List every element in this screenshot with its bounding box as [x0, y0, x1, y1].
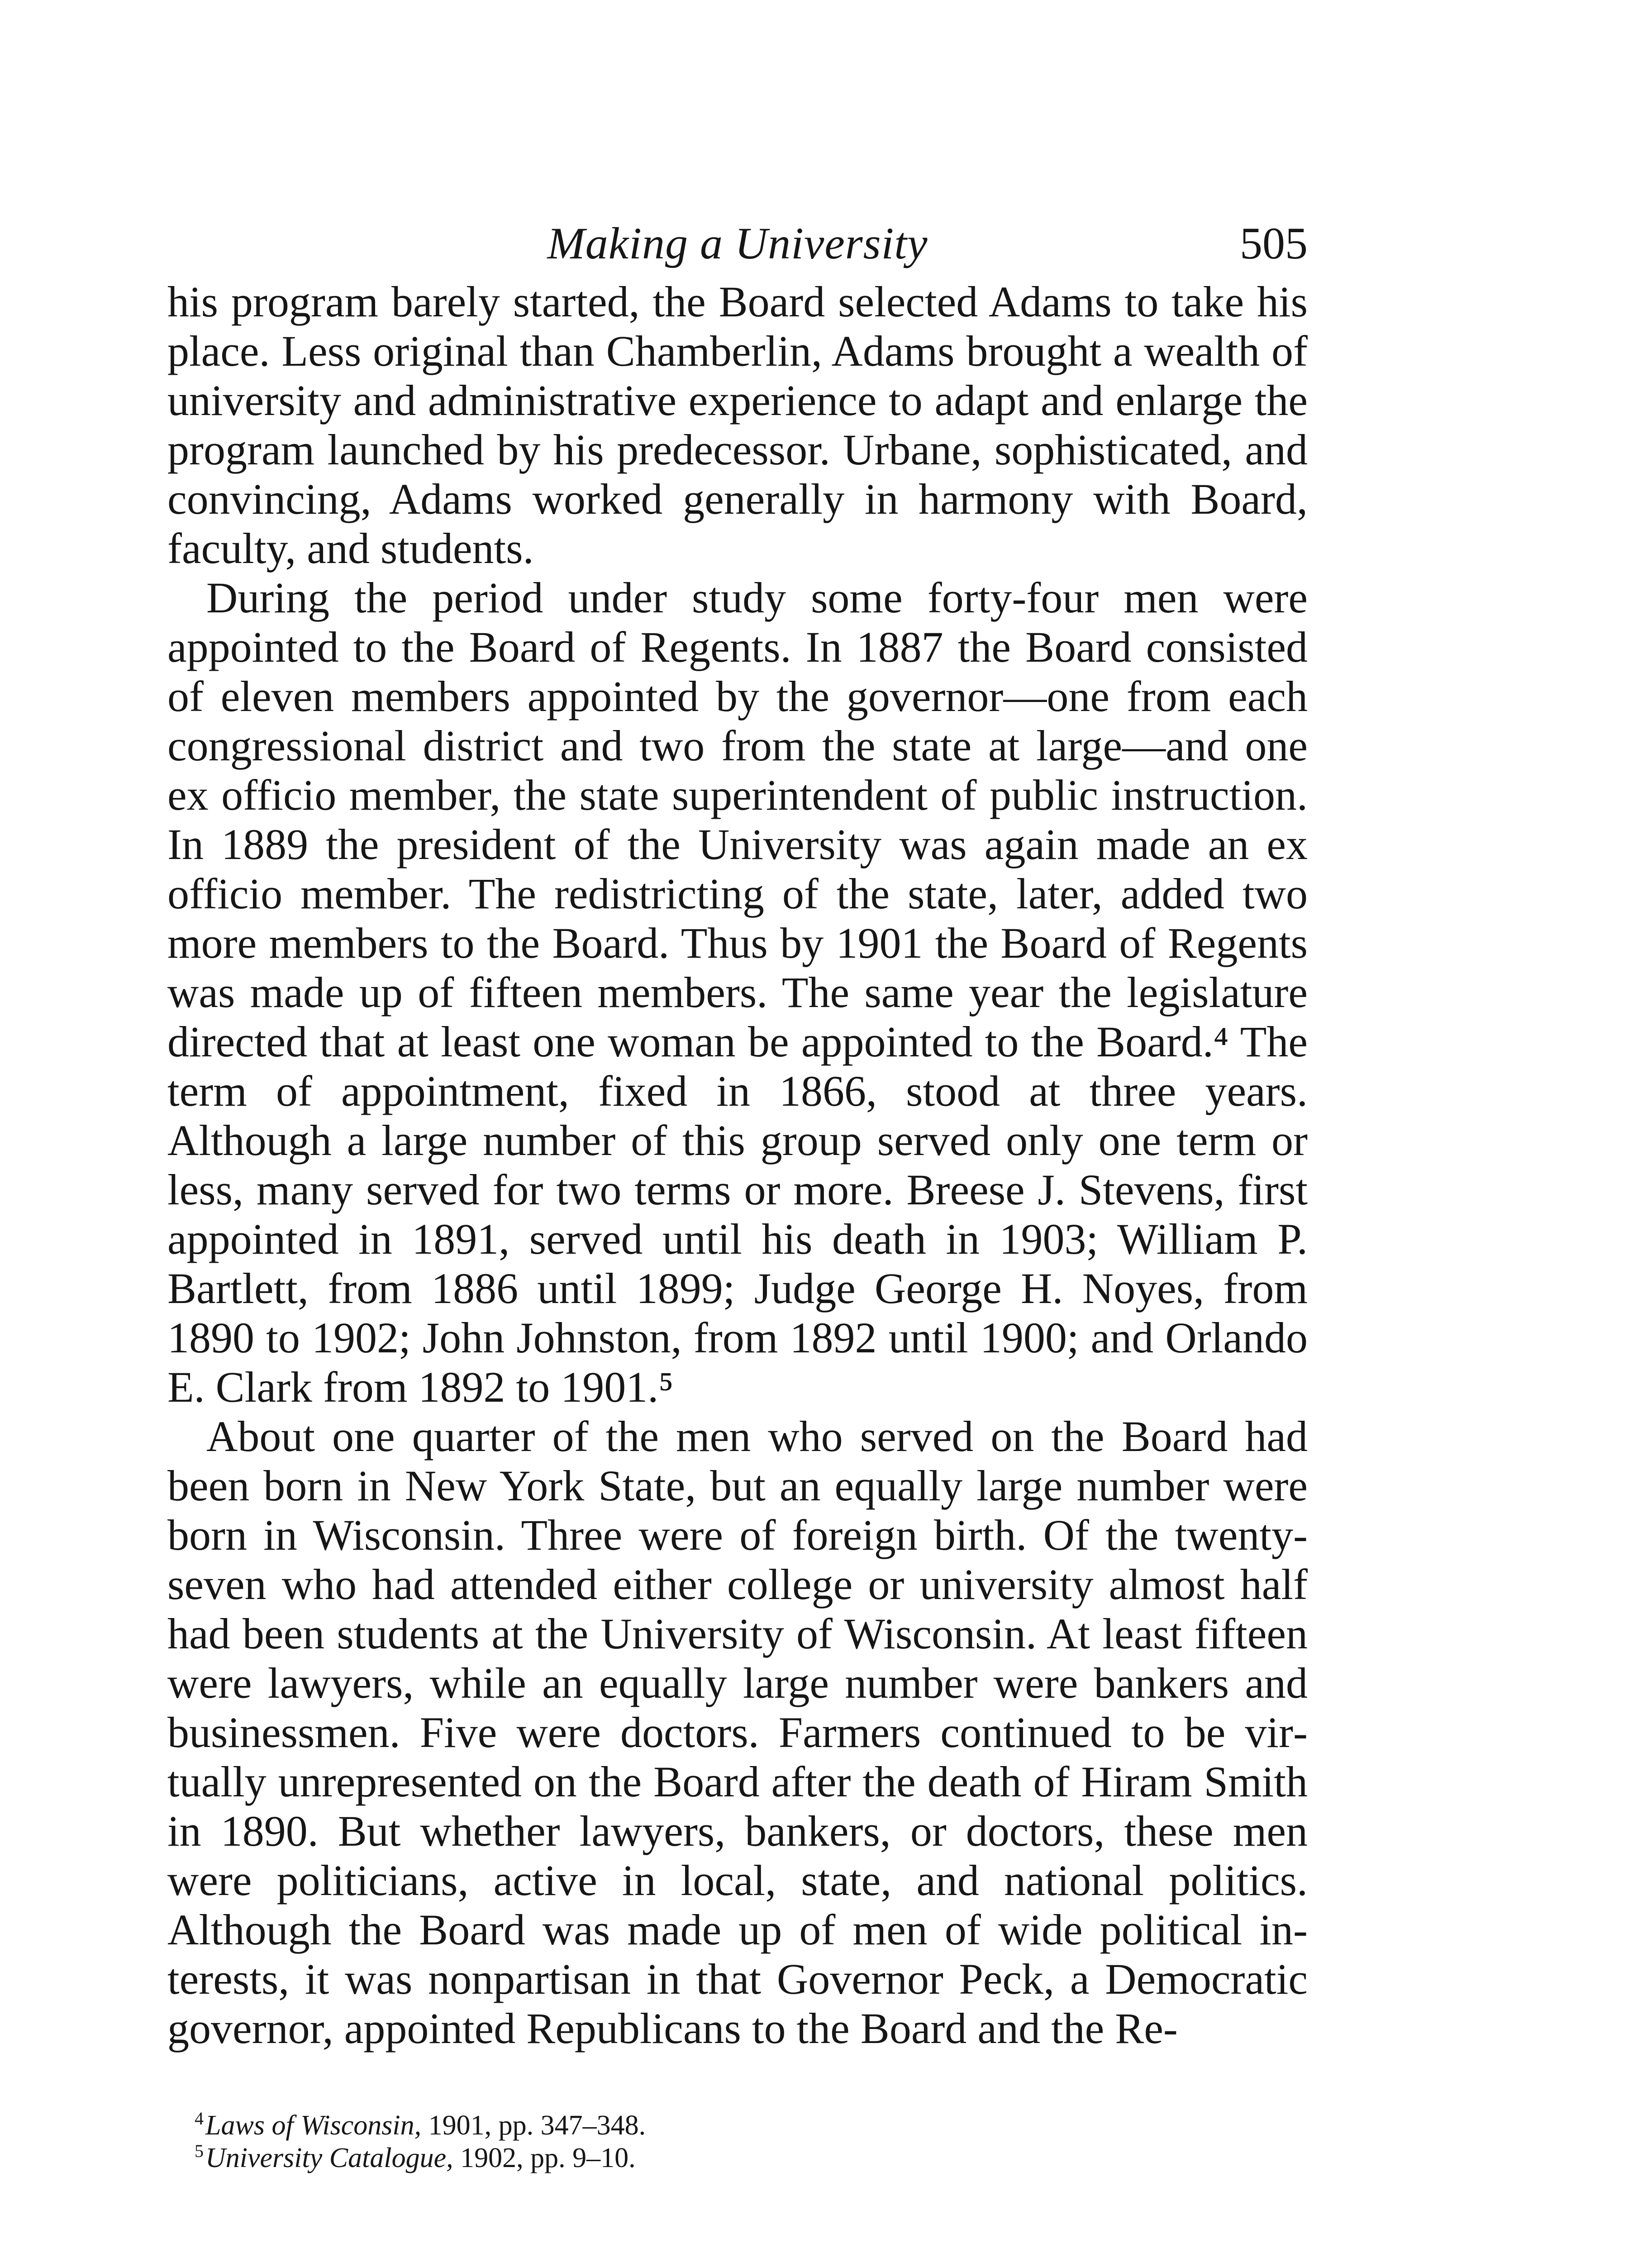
paragraph-continuation: his program barely started, the Board selected Adams to take his place. Less original than Chamberlin, Adams brought a wealth of university and administrative experience to adapt and enlarge the program launched by his predecessor. Urbane, sophisticated, and convincing, Adams worked generally in harmony with Board, faculty, and students. — [167, 277, 1308, 573]
footnote-source-title: University Catalogue, — [205, 2143, 453, 2173]
footnote-marker: 5 — [195, 2141, 204, 2162]
footnote-5 — [167, 2142, 1308, 2174]
footnote-citation: 1901, pp. 347–348. — [421, 2110, 646, 2141]
body-text — [167, 277, 1308, 2053]
paragraph-board-of-regents: During the period under study some forty-four men were appointed to the Board of Regents. In 1887 the Board consisted of eleven members appointed by the governor—one from each congressional district and two from the state at large—and one ex officio member, the state superintendent of public instruction. In 1889 the president of the University was again made an ex officio member. The redistricting of the state, later, added two more members to the Board. Thus by 1901 the Board of Regents was made up of fifteen members. The same year the legislature directed that at least one woman be appointed to the Board.⁴ The term of appointment, fixed in 1866, stood at three years. Although a large number of this group served only one term or less, many served for two terms or more. Breese J. Stevens, first appointed in 1891, served until his death in 1903; William P. Bartlett, from 1886 until 1899; Judge George H. Noyes, from 1890 to 1902; John Johnston, from 1892 until 1900; and Orlando E. Clark from 1892 to 1901.⁵ — [167, 573, 1308, 1411]
paragraph-board-composition: About one quarter of the men who served on the Board had been born in New York State, but an equally large number were born in Wisconsin. Three were of foreign birth. Of the twenty-seven who had attended either college or university almost half had been students at the University of Wisconsin. At least fifteen were lawyers, while an equally large number were bankers and businessmen. Five were doctors. Farmers continued to be virtually unrepresented on the Board after the death of Hiram Smith in 1890. But whether lawyers, bankers, or doctors, these men were politicians, active in local, state, and national politics. Although the Board was made up of men of wide political interests, it was nonpartisan in that Governor Peck, a Democratic governor, appointed Republicans to the Board and the Re- — [167, 1412, 1308, 2053]
footnotes — [167, 2109, 1308, 2174]
running-title: Making a University — [547, 218, 928, 268]
running-head — [167, 212, 1308, 275]
footnote-source-title: Laws of Wisconsin, — [205, 2110, 422, 2141]
footnote-citation: 1902, pp. 9–10. — [453, 2143, 636, 2173]
page-number: 505 — [1240, 218, 1308, 268]
footnote-4 — [167, 2109, 1308, 2142]
footnote-marker: 4 — [195, 2108, 204, 2129]
